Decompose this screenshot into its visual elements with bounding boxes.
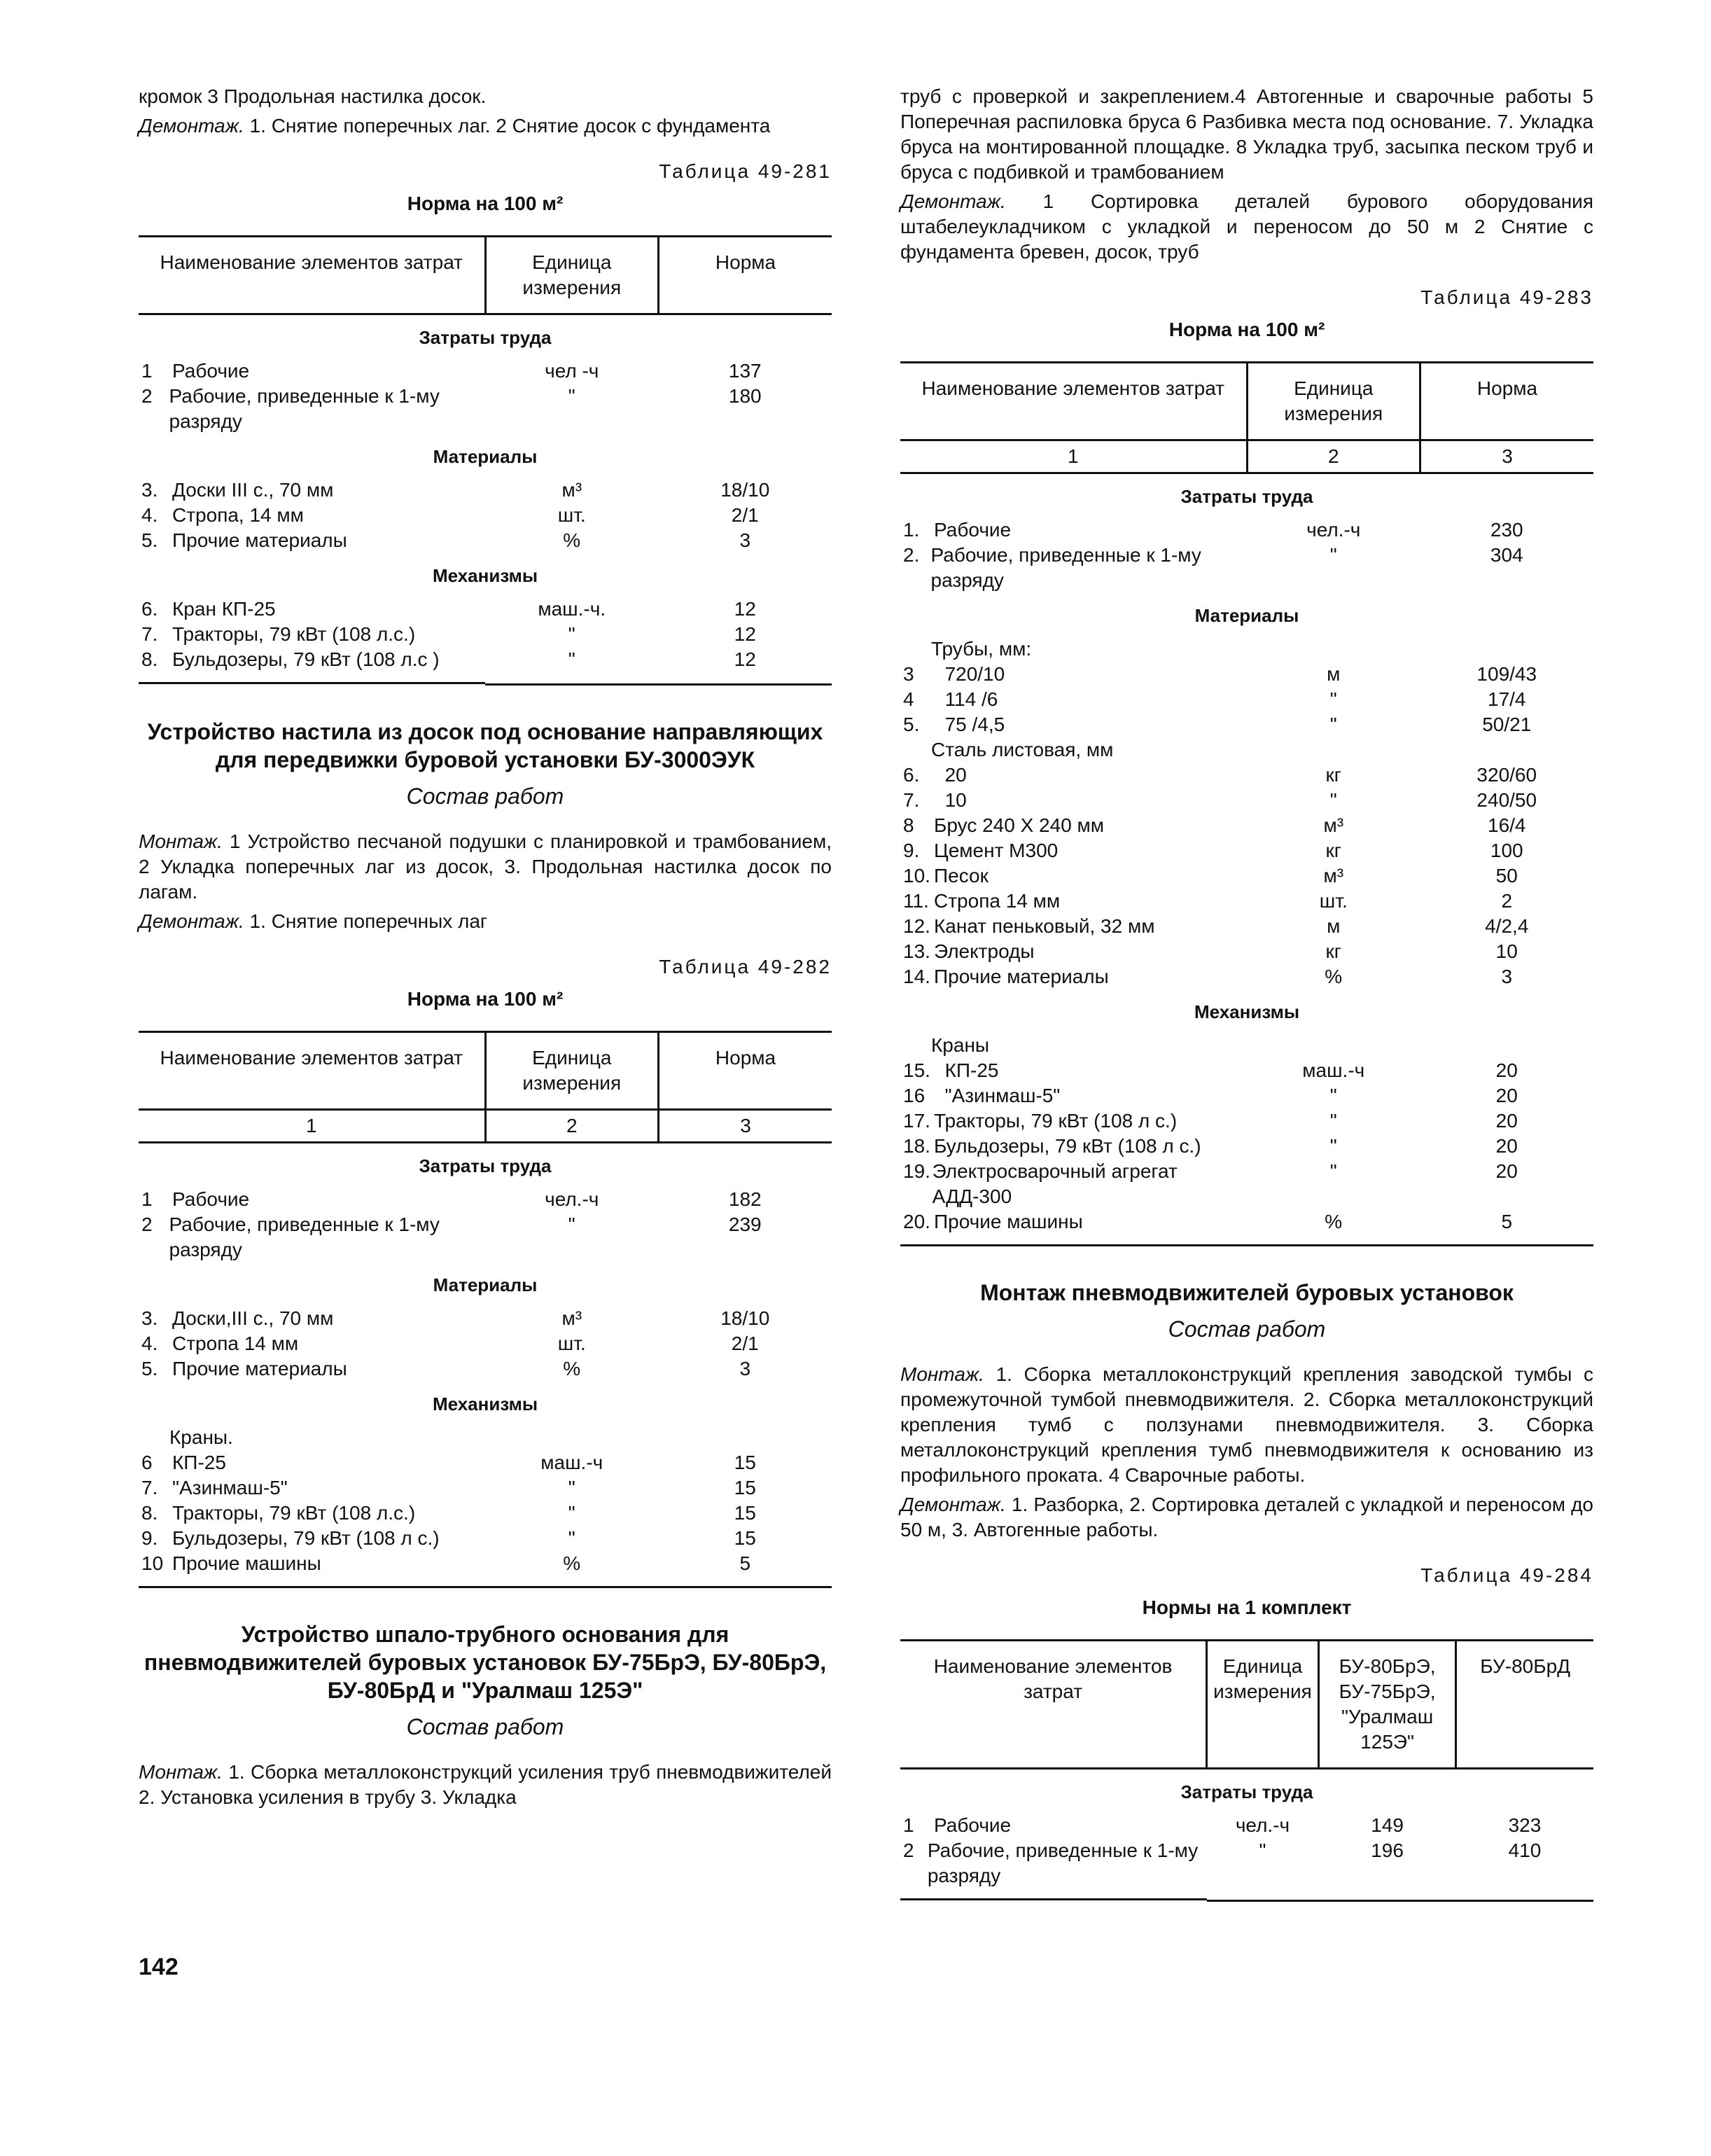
section-title: Устройство настила из досок под основание направляющих для передвижки буровой установки БУ-3000ЭУК xyxy=(147,718,823,772)
table-row: 17. Тракторы, 79 кВт (108 л с.) " 20 xyxy=(903,1110,1518,1132)
section-heading: Механизмы xyxy=(432,565,538,586)
table-row: 14. Прочие материалы % 3 xyxy=(903,966,1513,987)
section-subtitle: Состав работ xyxy=(1168,1316,1326,1342)
table-49-282 xyxy=(139,1031,832,1588)
demontazh-paragraph: Демонтаж. 1. Разборка, 2. Сортировка деталей с укладкой и переносом до 50 м, 3. Автогенные работы. xyxy=(900,1494,1593,1541)
table-row: 4. Стропа 14 мм шт. 2/1 xyxy=(141,1332,759,1354)
table-row: 9. Бульдозеры, 79 кВт (108 л с.) " 15 xyxy=(141,1526,756,1549)
table-row: 2 Рабочие, приведенные к 1-му разряду " 196 410 xyxy=(900,1838,1593,1900)
column-header: Наименование элементов затрат xyxy=(139,237,485,314)
section-heading: Механизмы xyxy=(432,1393,538,1414)
table-row: 12. Канат пеньковый, 32 мм м 4/2,4 xyxy=(903,915,1529,937)
column-number: 2 xyxy=(485,1109,659,1142)
table-49-281-norm: Норма на 100 м² xyxy=(407,193,564,214)
continued-paragraph: труб с проверкой и закреплением.4 Автогенные и сварочные работы 5 Поперечная распиловка бруса 6 Разбивка места под основание. 7. Укладка бруса на монтированной площадке. 8 Укладка труб, засыпка песком труб и бруса с подбивкой и трамбованием xyxy=(900,85,1593,183)
table-row: 2 Рабочие, приведенные к 1-му разряду " 239 xyxy=(141,1213,762,1260)
table-row: 1 Рабочие чел.-ч 149 323 xyxy=(903,1814,1542,1836)
table-row: 11. Стропа 14 мм шт. 2 xyxy=(903,890,1513,912)
page-number: 142 xyxy=(139,1954,179,1980)
table-row: 19. Электросварочный агрегат АДД-300 " 20 xyxy=(903,1160,1518,1207)
table-row: 10. Песок м³ 50 xyxy=(903,865,1518,886)
column-number: 3 xyxy=(659,1109,832,1142)
right-column xyxy=(900,84,1593,1902)
table-row: 5. 75 /4,5 " 50/21 xyxy=(903,714,1532,735)
table-49-281 xyxy=(139,235,832,686)
table-49-284-label: Таблица 49-284 xyxy=(1420,1564,1593,1586)
intro-demontazh: Демонтаж. 1. Снятие поперечных лаг. 2 Снятие досок с фундамента xyxy=(139,115,771,137)
table-row: 1. Рабочие чел.-ч 230 xyxy=(903,519,1523,541)
section-heading: Материалы xyxy=(1194,605,1299,626)
table-49-284 xyxy=(900,1639,1593,1902)
table-row: 4. Стропа, 14 мм шт. 2/1 xyxy=(141,504,759,526)
table-row: 1 Рабочие чел -ч 137 xyxy=(141,360,762,382)
table-row: 5. Прочие материалы % 3 xyxy=(141,1357,751,1379)
table-row: 8. Тракторы, 79 кВт (108 л.с.) " 15 xyxy=(141,1501,756,1524)
section-heading: Материалы xyxy=(433,1274,538,1295)
column-header: БУ-80БрЭ, БУ-75БрЭ, "Уралмаш 125Э" xyxy=(1318,1641,1456,1769)
section-heading: Затраты труда xyxy=(1180,1781,1313,1802)
table-row: 7. Тракторы, 79 кВт (108 л.с.) " 12 xyxy=(141,623,756,645)
column-header: Единица измерения xyxy=(485,237,659,314)
section-title: Монтаж пневмодвижителей буровых установок xyxy=(980,1280,1514,1305)
montazh-paragraph: Монтаж. 1. Сборка металлоконструкций крепления заводской тумбы с промежуточной тумбой пневмодвижителя. 2. Сборка металлоконструкций крепления тумб с ползунами пневмодвижителя. 3. Сборка металлоконструкций крепления тумб пневмодвижителя к основанию из профильного проката. 4 Сварочные работы. xyxy=(900,1363,1593,1486)
column-header: Наименование элементов затрат xyxy=(139,1031,485,1109)
section-subtitle: Состав работ xyxy=(406,783,564,809)
table-row: 2. Рабочие, приведенные к 1-му разряду " 304 xyxy=(903,544,1523,591)
table-row: Краны. xyxy=(169,1426,233,1448)
table-row: 7. 10 " 240/50 xyxy=(903,789,1537,811)
table-row: Сталь листовая, мм xyxy=(931,739,1114,760)
column-number: 3 xyxy=(1420,440,1594,473)
section-title: Устройство шпало-трубного основания для пневмодвижителей буровых установок БУ-75БрЭ, БУ-80БрЭ, БУ-80БрД и "Уралмаш 125Э" xyxy=(144,1621,827,1703)
table-row: 4 114 /6 " 17/4 xyxy=(903,688,1526,710)
table-row: 3. Доски III с., 70 мм м³ 18/10 xyxy=(141,479,770,501)
table-row: 18. Бульдозеры, 79 кВт (108 л с.) " 20 xyxy=(903,1135,1518,1157)
demontazh-paragraph: Демонтаж. 1 Сортировка деталей бурового оборудования штабелеукладчиком с укладкой и переносом до 50 м 2 Снятие с фундамента бревен, досок, труб xyxy=(900,190,1593,263)
table-49-283-label: Таблица 49-283 xyxy=(1420,286,1593,308)
table-row: Трубы, мм: xyxy=(931,638,1032,660)
table-row: 10 Прочие машины % 5 xyxy=(139,1551,832,1587)
section-heading: Механизмы xyxy=(1194,1001,1300,1022)
column-header: Единица измерения xyxy=(1247,363,1420,440)
column-header: БУ-80БрД xyxy=(1456,1641,1593,1769)
column-header: Единица измерения xyxy=(1207,1641,1319,1769)
table-row: 20. Прочие машины % 5 xyxy=(900,1209,1593,1246)
left-column xyxy=(139,84,832,1814)
column-header: Норма xyxy=(1420,363,1594,440)
table-49-281-label: Таблица 49-281 xyxy=(659,160,832,182)
column-header: Наименование элементов затрат xyxy=(900,363,1247,440)
demontazh-paragraph: Демонтаж. 1. Снятие поперечных лаг xyxy=(139,910,488,932)
table-row: 9. Цемент М300 кг 100 xyxy=(903,840,1523,861)
intro-line: кромок 3 Продольная настилка досок. xyxy=(139,85,487,107)
column-header: Норма xyxy=(659,237,832,314)
table-49-283 xyxy=(900,361,1593,1246)
table-row: 3 720/10 м 109/43 xyxy=(903,663,1537,685)
montazh-paragraph: Монтаж. 1. Сборка металлоконструкций усиления труб пневмодвижителей 2. Установка усиления в трубу 3. Укладка xyxy=(139,1760,832,1808)
table-row: 6. 20 кг 320/60 xyxy=(903,764,1537,786)
montazh-paragraph: Монтаж. 1 Устройство песчаной подушки с планировкой и трамбованием, 2 Укладка поперечных лаг из досок, 3. Продольная настилка досок по лагам. xyxy=(139,830,832,903)
table-49-283-norm: Норма на 100 м² xyxy=(1168,319,1325,340)
column-number: 1 xyxy=(900,440,1247,473)
table-49-282-label: Таблица 49-282 xyxy=(659,955,832,978)
table-row: 6. Кран КП-25 маш.-ч. 12 xyxy=(141,598,756,620)
table-row: 16 "Азинмаш-5" " 20 xyxy=(903,1085,1518,1106)
section-heading: Затраты труда xyxy=(419,327,552,348)
table-row: 7. "Азинмаш-5" " 15 xyxy=(141,1476,756,1498)
table-row: 8. Бульдозеры, 79 кВт (108 л.с ) " 12 xyxy=(139,647,832,684)
column-header: Наименование элементов затрат xyxy=(900,1641,1207,1769)
column-header: Норма xyxy=(659,1031,832,1109)
section-heading: Затраты труда xyxy=(1180,486,1313,507)
table-row: 1 Рабочие чел.-ч 182 xyxy=(141,1188,762,1210)
table-row: 2 Рабочие, приведенные к 1-му разряду " 180 xyxy=(141,385,762,432)
table-row: Краны xyxy=(931,1034,990,1056)
section-heading: Материалы xyxy=(433,446,538,467)
table-row: 6 КП-25 маш.-ч 15 xyxy=(141,1451,756,1473)
table-row: 3. Доски,III с., 70 мм м³ 18/10 xyxy=(141,1307,770,1329)
section-heading: Затраты труда xyxy=(419,1155,552,1176)
table-row: 15. КП-25 маш.-ч 20 xyxy=(903,1059,1518,1081)
table-row: 5. Прочие материалы % 3 xyxy=(141,529,751,551)
section-subtitle: Состав работ xyxy=(406,1713,564,1739)
column-number: 1 xyxy=(139,1109,485,1142)
column-header: Единица измерения xyxy=(485,1031,659,1109)
table-49-282-norm: Норма на 100 м² xyxy=(407,987,564,1010)
table-row: 8 Брус 240 X 240 мм м³ 16/4 xyxy=(903,814,1526,836)
table-49-284-norm: Нормы на 1 комплект xyxy=(1142,1597,1352,1618)
table-row: 13. Электроды кг 10 xyxy=(903,940,1518,962)
column-number: 2 xyxy=(1247,440,1420,473)
